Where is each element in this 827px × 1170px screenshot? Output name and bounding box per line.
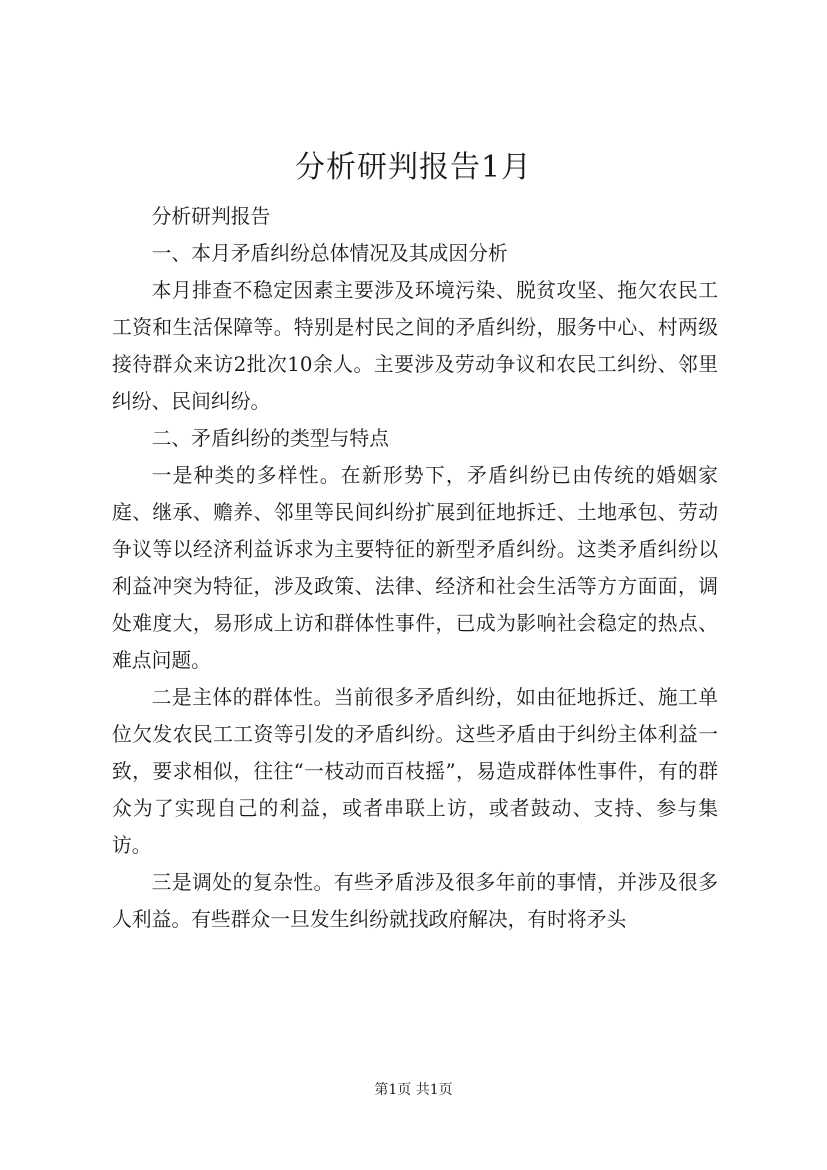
document-body	[112, 198, 718, 938]
paragraph-heading-report: 分析研判报告	[151, 205, 271, 228]
page-footer: 第1页 共1页	[374, 1082, 453, 1098]
paragraph-section-two-heading: 二、矛盾纠纷的类型与特点	[151, 427, 389, 450]
paragraph-section-one-heading: 一、本月矛盾纠纷总体情况及其成因分析	[151, 242, 508, 265]
document-title: 分析研判报告1月	[294, 150, 533, 185]
paragraph-diversity: 一是种类的多样性。在新形势下，矛盾纠纷已由传统的婚姻家庭、继承、赡养、邻里等民间纠纷扩展到征地拆迁、土地承包、劳动争议等以经济利益诉求为主要特征的新型矛盾纠纷。这类矛盾纠纷以利益冲突为特征，涉及政策、法律、经济和社会生活等方方面面，调处难度大，易形成上访和群体性事件，已成为影响社会稳定的热点、难点问题。	[112, 464, 718, 672]
paragraph-monthly-summary: 本月排查不稳定因素主要涉及环境污染、脱贫攻坚、拖欠农民工工资和生活保障等。特别是村民之间的矛盾纠纷，服务中心、村两级接待群众来访2批次10余人。主要涉及劳动争议和农民工纠纷、邻里纠纷、民间纠纷。	[112, 279, 718, 413]
paragraph-group-nature: 二是主体的群体性。当前很多矛盾纠纷，如由征地拆迁、施工单位欠发农民工工资等引发的矛盾纠纷。这些矛盾由于纠纷主体利益一致，要求相似，往往“一枝动而百枝摇”，易造成群体性事件，有的群众为了实现自己的利益，或者串联上访，或者鼓动、支持、参与集访。	[112, 686, 718, 857]
paragraph-complexity: 三是调处的复杂性。有些矛盾涉及很多年前的事情，并涉及很多人利益。有些群众一旦发生纠纷就找政府解决，有时将矛头	[112, 871, 718, 931]
